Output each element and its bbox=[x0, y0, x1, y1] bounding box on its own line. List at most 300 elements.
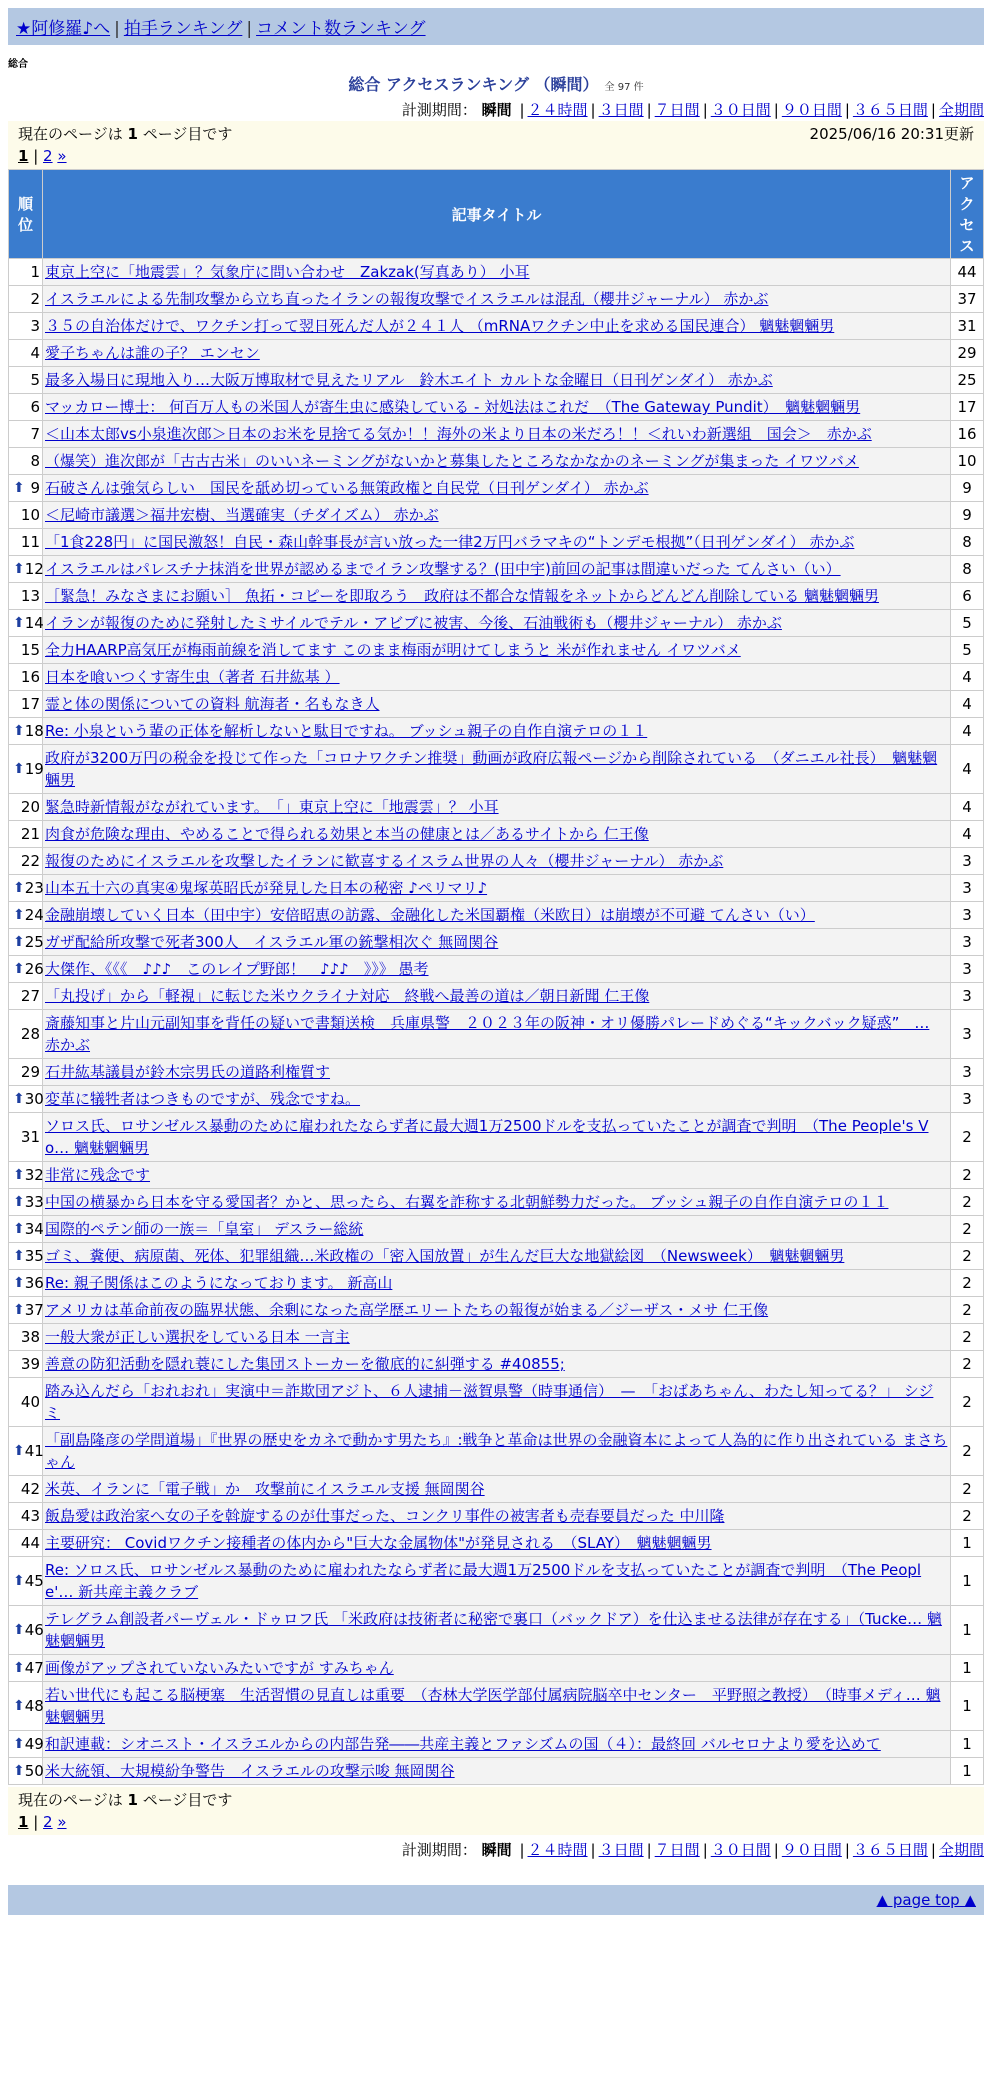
title-cell bbox=[43, 794, 950, 820]
title-cell bbox=[43, 1682, 950, 1730]
table-row bbox=[9, 902, 983, 928]
title-cell bbox=[43, 340, 950, 366]
rank-up-arrow-icon: ⬆ bbox=[13, 1221, 25, 1237]
access-count: 16 bbox=[951, 421, 983, 447]
title-cell bbox=[43, 875, 950, 901]
access-count: 31 bbox=[951, 313, 983, 339]
rank-cell bbox=[9, 1351, 42, 1377]
rank-cell bbox=[9, 1731, 42, 1757]
table-row bbox=[9, 1189, 983, 1215]
article-link[interactable]: 画像がアップされていないみたいですが すみちゃん bbox=[45, 1659, 394, 1677]
article-link[interactable]: 石井紘基議員が鈴木宗男氏の道路利権質す bbox=[45, 1063, 331, 1081]
page-top-link[interactable]: ▲ page top ▲ bbox=[876, 1891, 976, 1909]
page-status-prefix: 現在のページは bbox=[18, 125, 123, 143]
table-row bbox=[9, 1243, 983, 1269]
rank-up-arrow-icon: ⬆ bbox=[13, 761, 25, 777]
title-cell bbox=[43, 983, 950, 1009]
title-cell bbox=[43, 1010, 950, 1058]
page-status-prefix: 現在のページは bbox=[18, 1791, 123, 1809]
access-count: 1 bbox=[951, 1557, 983, 1605]
access-count: 29 bbox=[951, 340, 983, 366]
article-link[interactable]: Re: ソロス氏、ロサンゼルス暴動のために雇われたならず者に最大週1万2500ドルを支払っていたことが調査で判明 （The People'… 新共産主義クラブ bbox=[45, 1561, 922, 1601]
nav-separator: | bbox=[246, 19, 253, 39]
period-selector-top bbox=[8, 99, 984, 121]
ranking-table bbox=[8, 169, 984, 1785]
rank-header: 順位 bbox=[9, 170, 42, 258]
title-cell bbox=[43, 1731, 950, 1757]
access-count: 3 bbox=[951, 956, 983, 982]
table-row bbox=[9, 1324, 983, 1350]
access-count: 2 bbox=[951, 1297, 983, 1323]
table-row bbox=[9, 1216, 983, 1242]
period-option-link[interactable]: ３６５日間 bbox=[852, 1841, 928, 1859]
article-link[interactable]: 石破さんは強気らしい 国民を舐め切っている無策政権と自民党（日刊ゲンダイ） 赤かぶ bbox=[45, 479, 649, 497]
article-link[interactable]: （爆笑）進次郎が「古古古米」のいいネーミングがないかと募集したところなかなかのネーミングが集まった イワツバメ bbox=[45, 452, 859, 470]
article-link[interactable]: 斎藤知事と片山元副知事を背任の疑いで書類送検 兵庫県警 ２０２３年の阪神・オリ優勝パレードめぐる“キックバック疑惑” … 赤かぶ bbox=[45, 1014, 930, 1054]
access-count: 3 bbox=[951, 902, 983, 928]
access-count: 3 bbox=[951, 1086, 983, 1112]
article-link[interactable]: 踏み込んだら「おれおれ」実演中＝詐欺団アジト、６人逮捕－滋賀県警（時事通信） — 「おばあちゃん、わたし知ってる？」 シジミ bbox=[45, 1382, 934, 1422]
article-link[interactable]: 飯島愛は政治家へ女の子を斡旋するのが仕事だった、コンクリ事件の被害者も売春要員だった 中川隆 bbox=[45, 1507, 725, 1525]
rank-up-arrow-icon: ⬆ bbox=[13, 1698, 25, 1714]
table-row bbox=[9, 1682, 983, 1730]
title-cell bbox=[43, 1530, 950, 1556]
rank-number: 14 bbox=[24, 614, 44, 632]
access-count: 17 bbox=[951, 394, 983, 420]
rank-cell bbox=[9, 794, 42, 820]
article-link[interactable]: ソロス氏、ロサンゼルス暴動のために雇われたならず者に最大週1万2500ドルを支払っていたことが調査で判明 （The People's Vo… 魑魅魍魎男 bbox=[45, 1117, 929, 1157]
access-count: 9 bbox=[951, 475, 983, 501]
table-row bbox=[9, 259, 983, 285]
rank-up-arrow-icon: ⬆ bbox=[13, 934, 25, 950]
rank-number: 15 bbox=[20, 641, 40, 659]
rank-number: 2 bbox=[30, 290, 40, 308]
pager-page-2[interactable]: 2 bbox=[43, 147, 53, 165]
period-option-link[interactable]: ３０日間 bbox=[710, 1841, 771, 1859]
period-option-link[interactable]: ７日間 bbox=[654, 1841, 700, 1859]
clap-ranking-link[interactable]: 拍手ランキング bbox=[123, 19, 243, 39]
article-link[interactable]: マッカロー博士： 何百万人もの米国人が寄生虫に感染している - 対処法はこれだ （The Gateway Pundit） 魑魅魍魎男 bbox=[45, 398, 861, 416]
period-option-link[interactable]: 全期間 bbox=[938, 101, 984, 119]
title-cell bbox=[43, 1503, 950, 1529]
rank-cell bbox=[9, 1606, 42, 1654]
period-separator: | bbox=[519, 101, 525, 119]
period-option-link[interactable]: ３日間 bbox=[598, 1841, 644, 1859]
article-link[interactable]: 国際的ペテン師の一族＝「皇室」 デスラー総統 bbox=[45, 1220, 364, 1238]
rank-number: 34 bbox=[24, 1220, 44, 1238]
rank-number: 26 bbox=[24, 960, 44, 978]
rank-number: 40 bbox=[20, 1393, 40, 1411]
table-row bbox=[9, 367, 983, 393]
article-link[interactable]: 若い世代にも起こる脳梗塞 生活習慣の見直しは重要 （杏林大学医学部付属病院脳卒中センター 平野照之教授） （時事メディ… 魑魅魍魎男 bbox=[45, 1686, 941, 1726]
page-info-top bbox=[8, 121, 984, 169]
access-count: 2 bbox=[951, 1243, 983, 1269]
title-cell bbox=[43, 1606, 950, 1654]
home-link[interactable]: ★阿修羅♪へ bbox=[16, 19, 111, 39]
title-cell bbox=[43, 664, 950, 690]
title-cell bbox=[43, 902, 950, 928]
rank-up-arrow-icon: ⬆ bbox=[13, 615, 25, 631]
article-link[interactable]: 大傑作、《《《 ♪♪♪ このレイプ野郎！ ♪♪♪ 》》》 愚考 bbox=[45, 960, 429, 978]
rank-number: 7 bbox=[30, 425, 40, 443]
rank-number: 38 bbox=[20, 1328, 40, 1346]
title-cell bbox=[43, 745, 950, 793]
title-cell bbox=[43, 448, 950, 474]
table-row bbox=[9, 1378, 983, 1426]
rank-cell bbox=[9, 875, 42, 901]
rank-number: 36 bbox=[24, 1274, 44, 1292]
rank-number: 35 bbox=[24, 1247, 44, 1265]
article-link[interactable]: 東京上空に「地震雲」？気象庁に問い合わせ Zakzak(写真あり） 小耳 bbox=[45, 263, 530, 281]
table-row bbox=[9, 394, 983, 420]
period-separator: | bbox=[519, 1841, 525, 1859]
title-cell bbox=[43, 1324, 950, 1350]
rank-number: 19 bbox=[24, 760, 44, 778]
rank-cell bbox=[9, 1758, 42, 1784]
title-cell bbox=[43, 556, 950, 582]
rank-up-arrow-icon: ⬆ bbox=[13, 1763, 25, 1779]
rank-up-arrow-icon: ⬆ bbox=[13, 480, 25, 496]
rank-cell bbox=[9, 340, 42, 366]
pager-current[interactable]: 1 bbox=[18, 1813, 29, 1831]
access-count: 37 bbox=[951, 286, 983, 312]
article-link[interactable]: イランが報復のために発射したミサイルでテル・アビブに被害、今後、石油戦術も（櫻井ジャーナル） 赤かぶ bbox=[45, 614, 782, 632]
access-count: 2 bbox=[951, 1270, 983, 1296]
title-cell bbox=[43, 610, 950, 636]
period-label: 計測期間： bbox=[401, 101, 477, 119]
rank-cell bbox=[9, 1270, 42, 1296]
top-nav-bar bbox=[8, 8, 984, 45]
period-selector-bottom bbox=[8, 1839, 984, 1861]
period-separator: | bbox=[930, 1841, 936, 1859]
access-count: 4 bbox=[951, 664, 983, 690]
article-link[interactable]: 肉食が危険な理由、やめることで得られる効果と本当の健康とは／あるサイトから 仁王像 bbox=[45, 825, 649, 843]
page-number: 1 bbox=[127, 125, 138, 143]
title-cell bbox=[43, 1189, 950, 1215]
article-link[interactable]: Re: 親子関係はこのようになっております。 新高山 bbox=[45, 1274, 393, 1292]
period-current: 瞬間 bbox=[481, 101, 512, 119]
title-cell bbox=[43, 1557, 950, 1605]
page-status-suffix: ページ目です bbox=[142, 1791, 233, 1809]
rank-cell bbox=[9, 448, 42, 474]
title-cell bbox=[43, 1059, 950, 1085]
title-cell bbox=[43, 313, 950, 339]
article-link[interactable]: 米大統領、大規模紛争警告 イスラエルの攻撃示唆 無岡関谷 bbox=[45, 1762, 455, 1780]
table-row bbox=[9, 1113, 983, 1161]
title-header: 記事タイトル bbox=[43, 170, 950, 258]
rank-cell bbox=[9, 1010, 42, 1058]
rank-cell bbox=[9, 610, 42, 636]
rank-cell bbox=[9, 313, 42, 339]
page-status bbox=[18, 123, 232, 145]
article-link[interactable]: 最多入場日に現地入り…大阪万博取材で見えたリアル 鈴木エイト カルトな金曜日（日刊ゲンダイ） 赤かぶ bbox=[45, 371, 773, 389]
period-option-link[interactable]: ７日間 bbox=[654, 101, 700, 119]
pager-next-arrow[interactable]: » bbox=[57, 1813, 67, 1831]
table-row bbox=[9, 421, 983, 447]
period-option-link[interactable]: 全期間 bbox=[938, 1841, 984, 1859]
access-count: 5 bbox=[951, 637, 983, 663]
period-separator: | bbox=[590, 1841, 596, 1859]
article-link[interactable]: 「丸投げ」から「軽視」に転じた米ウクライナ対応 終戦へ最善の道は／朝日新聞 仁王像 bbox=[45, 987, 650, 1005]
title-cell bbox=[43, 502, 950, 528]
rank-cell bbox=[9, 1086, 42, 1112]
article-link[interactable]: Re: 小泉という輩の正体を解析しないと駄目ですね。 ブッシュ親子の自作自演テロの１１ bbox=[45, 722, 648, 740]
title-cell bbox=[43, 1297, 950, 1323]
ranking-body bbox=[9, 259, 983, 1784]
title-cell bbox=[43, 821, 950, 847]
access-count: 3 bbox=[951, 848, 983, 874]
rank-number: 29 bbox=[20, 1063, 40, 1081]
pager-page-2[interactable]: 2 bbox=[43, 1813, 53, 1831]
table-row bbox=[9, 718, 983, 744]
access-count: 3 bbox=[951, 875, 983, 901]
nav-separator: | bbox=[114, 19, 120, 39]
table-row bbox=[9, 875, 983, 901]
rank-up-arrow-icon: ⬆ bbox=[13, 1660, 25, 1676]
rank-cell bbox=[9, 929, 42, 955]
article-link[interactable]: 米英、イランに「電子戦」か 攻撃前にイスラエル支援 無岡関谷 bbox=[45, 1480, 485, 1498]
table-row bbox=[9, 821, 983, 847]
rank-number: 33 bbox=[24, 1193, 44, 1211]
rank-up-arrow-icon: ⬆ bbox=[13, 1091, 25, 1107]
rank-cell bbox=[9, 902, 42, 928]
rank-number: 9 bbox=[30, 479, 40, 497]
access-count: 44 bbox=[951, 259, 983, 285]
rank-number: 10 bbox=[20, 506, 40, 524]
rank-cell bbox=[9, 1476, 42, 1502]
article-link[interactable]: 山本五十六の真実④鬼塚英昭氏が発見した日本の秘密 ♪ペリマリ♪ bbox=[45, 879, 488, 897]
rank-number: 12 bbox=[24, 560, 44, 578]
rank-number: 8 bbox=[30, 452, 40, 470]
table-row bbox=[9, 691, 983, 717]
access-count: 6 bbox=[951, 583, 983, 609]
article-link[interactable]: 愛子ちゃんは誰の子？ エンセン bbox=[45, 344, 260, 362]
article-link[interactable]: 緊急時新情報がながれています。 「」東京上空に「地震雲」？ 小耳 bbox=[45, 798, 499, 816]
rank-number: 49 bbox=[24, 1735, 44, 1753]
title-cell bbox=[43, 1270, 950, 1296]
pager-next-arrow[interactable]: » bbox=[57, 147, 67, 165]
rank-number: 48 bbox=[24, 1697, 44, 1715]
period-option-link[interactable]: ２４時間 bbox=[527, 1841, 588, 1859]
table-row bbox=[9, 1162, 983, 1188]
article-link[interactable]: イスラエルはパレスチナ抹消を世界が認めるまでイラン攻撃する？(田中宇)前回の記事は間違いだった てんさい（い） bbox=[45, 560, 841, 578]
access-count: 4 bbox=[951, 691, 983, 717]
table-row bbox=[9, 556, 983, 582]
rank-cell bbox=[9, 1297, 42, 1323]
table-row bbox=[9, 1655, 983, 1681]
rank-number: 45 bbox=[24, 1572, 44, 1590]
period-option-link[interactable]: ９０日間 bbox=[781, 101, 842, 119]
rank-cell bbox=[9, 1557, 42, 1605]
rank-number: 28 bbox=[20, 1025, 40, 1043]
article-link[interactable]: 善意の防犯活動を隠れ蓑にした集団ストーカーを徹底的に糾弾する #40855; bbox=[45, 1355, 565, 1373]
access-count: 1 bbox=[951, 1731, 983, 1757]
period-option-link[interactable]: ９０日間 bbox=[781, 1841, 842, 1859]
access-count: 25 bbox=[951, 367, 983, 393]
article-link[interactable]: 中国の横暴から日本を守る愛国者？かと、思ったら、右翼を詐称する北朝鮮勢力だった。 ブッシュ親子の自作自演テロの１１ bbox=[45, 1193, 889, 1211]
access-count: 2 bbox=[951, 1216, 983, 1242]
title-cell bbox=[43, 421, 950, 447]
rank-cell bbox=[9, 1530, 42, 1556]
access-count: 9 bbox=[951, 502, 983, 528]
period-separator: | bbox=[702, 101, 708, 119]
title-cell bbox=[43, 929, 950, 955]
table-row bbox=[9, 848, 983, 874]
period-current: 瞬間 bbox=[481, 1841, 512, 1859]
title-cell bbox=[43, 1243, 950, 1269]
article-link[interactable]: 全力HAARP高気圧が梅雨前線を消してます このまま梅雨が明けてしまうと 米が作れません イワツバメ bbox=[45, 641, 741, 659]
table-row bbox=[9, 610, 983, 636]
rank-up-arrow-icon: ⬆ bbox=[13, 1194, 25, 1210]
rank-number: 47 bbox=[24, 1659, 44, 1677]
rank-number: 23 bbox=[24, 879, 44, 897]
article-link[interactable]: 変革に犠牲者はつきものですが、残念ですね。 bbox=[45, 1090, 361, 1108]
title-cell bbox=[43, 956, 950, 982]
rank-up-arrow-icon: ⬆ bbox=[13, 1248, 25, 1264]
rank-cell bbox=[9, 475, 42, 501]
article-link[interactable]: イスラエルによる先制攻撃から立ち直ったイランの報復攻撃でイスラエルは混乱（櫻井ジャーナル） 赤かぶ bbox=[45, 290, 769, 308]
rank-cell bbox=[9, 745, 42, 793]
article-link[interactable]: ゴミ、糞便、病原菌、死体、犯罪組織…米政権の「密入国放置」が生んだ巨大な地獄絵図 （Newsweek） 魑魅魍魎男 bbox=[45, 1247, 845, 1265]
total-count: 全 97 件 bbox=[604, 82, 644, 93]
period-option-link[interactable]: ３６５日間 bbox=[852, 101, 928, 119]
title-cell bbox=[43, 529, 950, 555]
rank-number: 6 bbox=[30, 398, 40, 416]
footer-bar bbox=[8, 1885, 984, 1915]
page-title-text: 総合 アクセスランキング （瞬間） bbox=[348, 75, 599, 94]
period-separator: | bbox=[590, 101, 596, 119]
article-link[interactable]: 「1食228円」に国民激怒！自民・森山幹事長が言い放った一律2万円バラマキの“トンデモ根拠”（日刊ゲンダイ） 赤かぶ bbox=[45, 533, 855, 551]
article-link[interactable]: 報復のためにイスラエルを攻撃したイランに歓喜するイスラム世界の人々（櫻井ジャーナル） 赤かぶ bbox=[45, 852, 724, 870]
rank-number: 16 bbox=[20, 668, 40, 686]
rank-number: 17 bbox=[20, 695, 40, 713]
access-count: 2 bbox=[951, 1324, 983, 1350]
rank-cell bbox=[9, 1243, 42, 1269]
title-cell bbox=[43, 1758, 950, 1784]
rank-up-arrow-icon: ⬆ bbox=[13, 1573, 25, 1589]
comment-ranking-link[interactable]: コメント数ランキング bbox=[256, 19, 426, 39]
rank-number: 21 bbox=[20, 825, 40, 843]
access-count: 8 bbox=[951, 529, 983, 555]
table-row bbox=[9, 1270, 983, 1296]
page-title bbox=[8, 72, 984, 95]
access-count: 2 bbox=[951, 1378, 983, 1426]
article-link[interactable]: 主要研究： Covidワクチン接種者の体内から"巨大な金属物体"が発見される （SLAY） 魑魅魍魎男 bbox=[45, 1534, 712, 1552]
rank-cell bbox=[9, 1216, 42, 1242]
period-option-link[interactable]: ３０日間 bbox=[710, 101, 771, 119]
title-cell bbox=[43, 394, 950, 420]
rank-number: 31 bbox=[20, 1128, 40, 1146]
article-link[interactable]: 霊と体の関係についての資料 航海者・名もなき人 bbox=[45, 695, 380, 713]
table-row bbox=[9, 448, 983, 474]
access-count: 3 bbox=[951, 1010, 983, 1058]
rank-number: 44 bbox=[20, 1534, 40, 1552]
pager: 1 | 2 » bbox=[18, 147, 67, 165]
table-row bbox=[9, 1297, 983, 1323]
rank-number: 20 bbox=[20, 798, 40, 816]
article-link[interactable]: テレグラム創設者パーヴェル・ドゥロフ氏 「米政府は技術者に秘密で裏口（バックドア）を仕込ませる法律が存在する」（Tucke… 魑魅魍魎男 bbox=[45, 1610, 942, 1650]
access-count: 3 bbox=[951, 983, 983, 1009]
rank-number: 30 bbox=[24, 1090, 44, 1108]
title-cell bbox=[43, 848, 950, 874]
article-link[interactable]: 日本を喰いつくす寄生虫（著者 石井紘基 ） bbox=[45, 668, 340, 686]
table-row bbox=[9, 529, 983, 555]
title-cell bbox=[43, 475, 950, 501]
rank-cell bbox=[9, 367, 42, 393]
article-link[interactable]: アメリカは革命前夜の臨界状態、余剰になった高学歴エリートたちの報復が始まる／ジーザス・メサ 仁王像 bbox=[45, 1301, 769, 1319]
period-option-link[interactable]: ２４時間 bbox=[527, 101, 588, 119]
article-link[interactable]: ガザ配給所攻撃で死者300人 イスラエル軍の銃撃相次ぐ 無岡関谷 bbox=[45, 933, 499, 951]
table-row bbox=[9, 502, 983, 528]
table-row bbox=[9, 1503, 983, 1529]
access-count: 3 bbox=[951, 1059, 983, 1085]
rank-cell bbox=[9, 1427, 42, 1475]
period-separator: | bbox=[844, 101, 850, 119]
rank-cell bbox=[9, 259, 42, 285]
rank-cell bbox=[9, 718, 42, 744]
rank-cell bbox=[9, 529, 42, 555]
rank-up-arrow-icon: ⬆ bbox=[13, 1443, 25, 1459]
pager-current[interactable]: 1 bbox=[18, 147, 29, 165]
article-link[interactable]: ［緊急！みなさまにお願い］ 魚拓・コピーを即取ろう 政府は不都合な情報をネットからどんどん削除している 魑魅魍魎男 bbox=[45, 587, 879, 605]
article-link[interactable]: 「副島隆彦の学問道場」『世界の歴史をカネで動かす男たち』:戦争と革命は世界の金融資本によって人為的に作り出されている まさちゃん bbox=[45, 1431, 948, 1471]
title-cell bbox=[43, 1427, 950, 1475]
table-row bbox=[9, 956, 983, 982]
article-link[interactable]: 和訳連載：シオニスト・イスラエルからの内部告発――共産主義とファシズムの国（４）：最終回 バルセロナより愛を込めて bbox=[45, 1735, 881, 1753]
period-option-link[interactable]: ３日間 bbox=[598, 101, 644, 119]
access-count: 1 bbox=[951, 1530, 983, 1556]
title-cell bbox=[43, 1476, 950, 1502]
rank-up-arrow-icon: ⬆ bbox=[13, 561, 25, 577]
rank-number: 5 bbox=[30, 371, 40, 389]
table-row bbox=[9, 1086, 983, 1112]
access-count: 4 bbox=[951, 745, 983, 793]
access-count: 10 bbox=[951, 448, 983, 474]
article-link[interactable]: 政府が3200万円の税金を投じて作った「コロナワクチン推奨」動画が政府広報ページから削除されている （ダニエル社長） 魑魅魍魎男 bbox=[45, 749, 938, 789]
rank-up-arrow-icon: ⬆ bbox=[13, 1736, 25, 1752]
rank-cell bbox=[9, 1682, 42, 1730]
title-cell bbox=[43, 1378, 950, 1426]
article-link[interactable]: ＜山本太郎vs小泉進次郎＞日本のお米を見捨てる気か！！海外の米より日本の米だろ！！＜れいわ新選組 国会＞ 赤かぶ bbox=[45, 425, 872, 443]
table-row bbox=[9, 1427, 983, 1475]
rank-cell bbox=[9, 983, 42, 1009]
article-link[interactable]: 金融崩壊していく日本（田中宇）安倍昭恵の訪露、金融化した米国覇権（米欧日）は崩壊が不可避 てんさい（い） bbox=[45, 906, 815, 924]
rank-cell bbox=[9, 637, 42, 663]
rank-number: 42 bbox=[20, 1480, 40, 1498]
page-status-suffix: ページ目です bbox=[142, 125, 233, 143]
title-cell bbox=[43, 1655, 950, 1681]
table-row bbox=[9, 1351, 983, 1377]
pager-bottom: 1 | 2 » bbox=[18, 1813, 67, 1831]
page-info-bottom bbox=[8, 1787, 984, 1835]
rank-up-arrow-icon: ⬆ bbox=[13, 1622, 25, 1638]
access-count: 1 bbox=[951, 1758, 983, 1784]
access-header: アクセス bbox=[951, 170, 983, 258]
article-link[interactable]: ３５の自治体だけで、ワクチン打って翌日死んだ人が２４１人 （mRNAワクチン中止を求める国民連合） 魑魅魍魎男 bbox=[45, 317, 835, 335]
period-separator: | bbox=[646, 1841, 652, 1859]
title-cell bbox=[43, 367, 950, 393]
table-row bbox=[9, 1758, 983, 1784]
access-count: 2 bbox=[951, 1503, 983, 1529]
title-cell bbox=[43, 259, 950, 285]
article-link[interactable]: 非常に残念です bbox=[45, 1166, 151, 1184]
article-link[interactable]: 一般大衆が正しい選択をしている日本 一言主 bbox=[45, 1328, 350, 1346]
access-count: 8 bbox=[951, 556, 983, 582]
title-cell bbox=[43, 1113, 950, 1161]
rank-cell bbox=[9, 421, 42, 447]
article-link[interactable]: ＜尼崎市議選＞福井宏樹、当選確実（チダイズム） 赤かぶ bbox=[45, 506, 439, 524]
table-row bbox=[9, 983, 983, 1009]
